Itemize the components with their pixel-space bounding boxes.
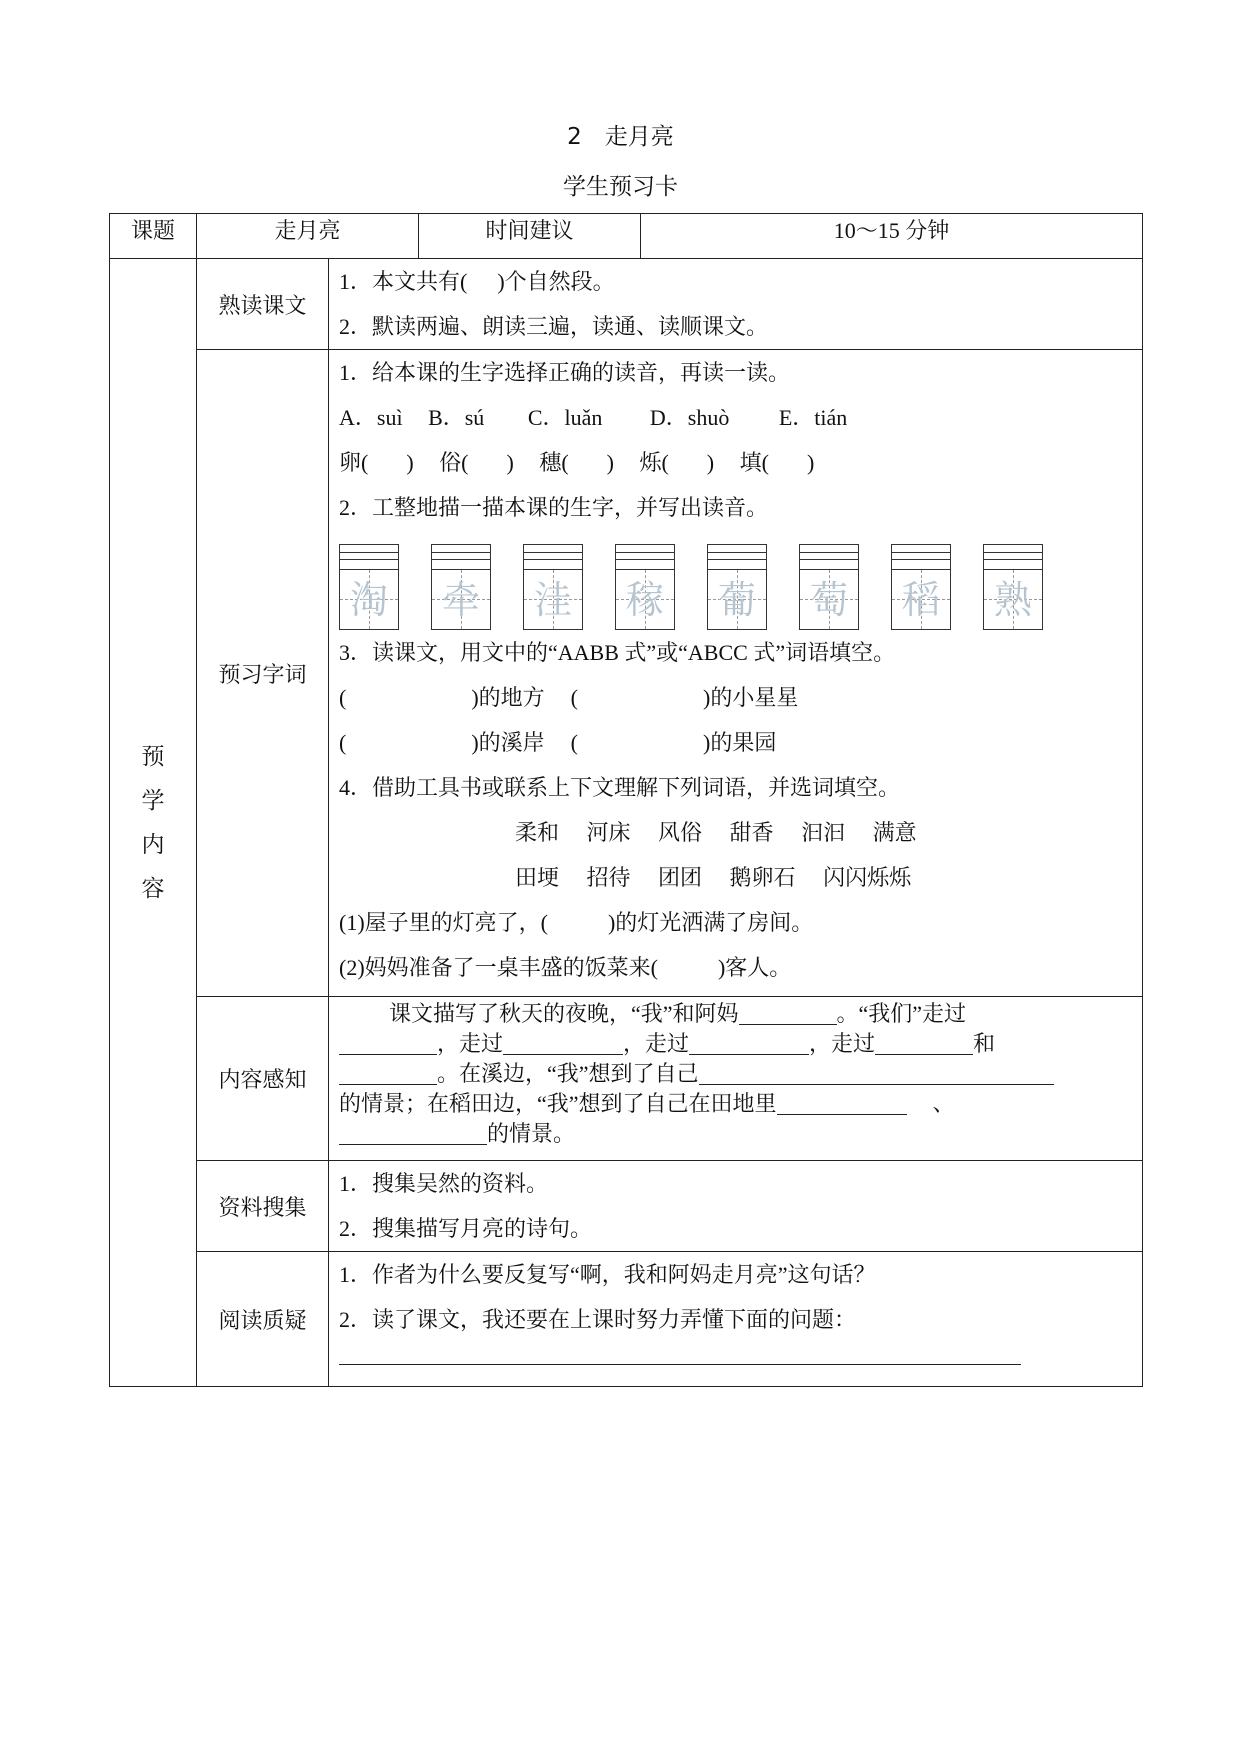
blank-line[interactable] bbox=[739, 1002, 837, 1025]
vocab-q4: 4．借助工具书或联系上下文理解下列词语，并选词填空。 bbox=[339, 775, 901, 800]
page-subtitle: 学生预习卡 bbox=[563, 174, 678, 200]
section-materials-name: 资料搜集 bbox=[197, 1161, 329, 1252]
blank-line[interactable] bbox=[689, 1032, 809, 1055]
section-content-name: 内容感知 bbox=[197, 997, 329, 1161]
vocab-fill-row-1: ( )的地方 ( )的小星星 bbox=[339, 685, 799, 710]
trace-box[interactable]: 稻 bbox=[891, 544, 951, 632]
vocab-fill-row-2: ( )的溪岸 ( )的果园 bbox=[339, 730, 777, 755]
trace-box[interactable]: 淘 bbox=[339, 544, 399, 632]
section-vocab bbox=[329, 350, 1143, 997]
blank-line[interactable] bbox=[339, 1062, 437, 1085]
vocab-q3: 3．读课文，用文中的“AABB 式”或“ABCC 式”词语填空。 bbox=[339, 640, 896, 665]
questions-line-2: 2．读了课文，我还要在上课时努力弄懂下面的问题： bbox=[339, 1307, 857, 1332]
tracing-grid bbox=[339, 530, 1134, 630]
answer-line[interactable] bbox=[339, 1342, 1021, 1365]
blank-line[interactable] bbox=[875, 1032, 973, 1055]
blank-line[interactable] bbox=[339, 1032, 437, 1055]
trace-box[interactable]: 牵 bbox=[431, 544, 491, 632]
section-materials bbox=[329, 1161, 1143, 1252]
materials-line-1: 1．搜集吴然的资料。 bbox=[339, 1171, 549, 1196]
questions-line-1: 1．作者为什么要反复写“啊，我和阿妈走月亮”这句话？ bbox=[339, 1262, 876, 1287]
vocab-options: A．suì B．sú C．luǎn D．shuò E．tián bbox=[339, 405, 848, 430]
side-char-1: 预 bbox=[141, 743, 165, 770]
time-value: 10～15 分钟 bbox=[641, 214, 1143, 259]
vocab-char-blanks: 卵( ) 俗( ) 穗( ) 烁( ) 填( ) bbox=[339, 450, 815, 475]
topic-value: 走月亮 bbox=[197, 214, 419, 259]
vocab-sentence-1: (1)屋子里的灯亮了，( )的灯光洒满了房间。 bbox=[339, 910, 814, 935]
trace-box[interactable]: 洼 bbox=[523, 544, 583, 632]
word-bank-row-1: 柔和 河床 风俗 甜香 汩汩 满意 bbox=[515, 820, 917, 845]
vocab-sentence-2: (2)妈妈准备了一桌丰盛的饭菜来( )客人。 bbox=[339, 955, 792, 980]
topic-label: 课题 bbox=[110, 214, 197, 259]
side-char-3: 内 bbox=[141, 831, 165, 858]
section-questions-name: 阅读质疑 bbox=[197, 1252, 329, 1387]
time-label: 时间建议 bbox=[419, 214, 641, 259]
section-reading: 1．本文共有( )个自然段。 2．默读两遍、朗读三遍，读通、读顺课文。 bbox=[329, 259, 1143, 350]
trace-box[interactable]: 稼 bbox=[615, 544, 675, 632]
blank-line[interactable] bbox=[503, 1032, 623, 1055]
page-title: 2 走月亮 bbox=[567, 124, 674, 150]
vocab-q1: 1．给本课的生字选择正确的读音，再读一读。 bbox=[339, 360, 791, 385]
preview-card-table bbox=[109, 213, 1143, 1387]
trace-box[interactable]: 熟 bbox=[983, 544, 1043, 632]
blank-line[interactable] bbox=[777, 1092, 907, 1115]
section-questions bbox=[329, 1252, 1143, 1387]
section-vocab-name: 预习字词 bbox=[197, 350, 329, 997]
vocab-q2: 2．工整地描一描本课的生字，并写出读音。 bbox=[339, 495, 769, 520]
materials-line-2: 2．搜集描写月亮的诗句。 bbox=[339, 1216, 593, 1241]
trace-box[interactable]: 葡 bbox=[707, 544, 767, 632]
section-content: 课文描写了秋天的夜晚，“我”和阿妈 。“我们”走过 ，走过 ，走过 ，走过 和 。在溪边，“我”想到了自己 的情景；在稻田边，“我”想到了自己在田地里 、 的情景。 bbox=[329, 997, 1143, 1161]
trace-box[interactable]: 萄 bbox=[799, 544, 859, 632]
blank-line[interactable] bbox=[699, 1062, 1054, 1085]
reading-line-2: 2．默读两遍、朗读三遍，读通、读顺课文。 bbox=[339, 314, 769, 339]
side-char-4: 容 bbox=[141, 875, 165, 902]
side-char-2: 学 bbox=[141, 787, 165, 814]
word-bank-row-2: 田埂 招待 团团 鹅卵石 闪闪烁烁 bbox=[515, 865, 912, 890]
section-reading-name: 熟读课文 bbox=[197, 259, 329, 350]
blank-line[interactable] bbox=[339, 1122, 487, 1145]
side-label bbox=[110, 259, 197, 1387]
